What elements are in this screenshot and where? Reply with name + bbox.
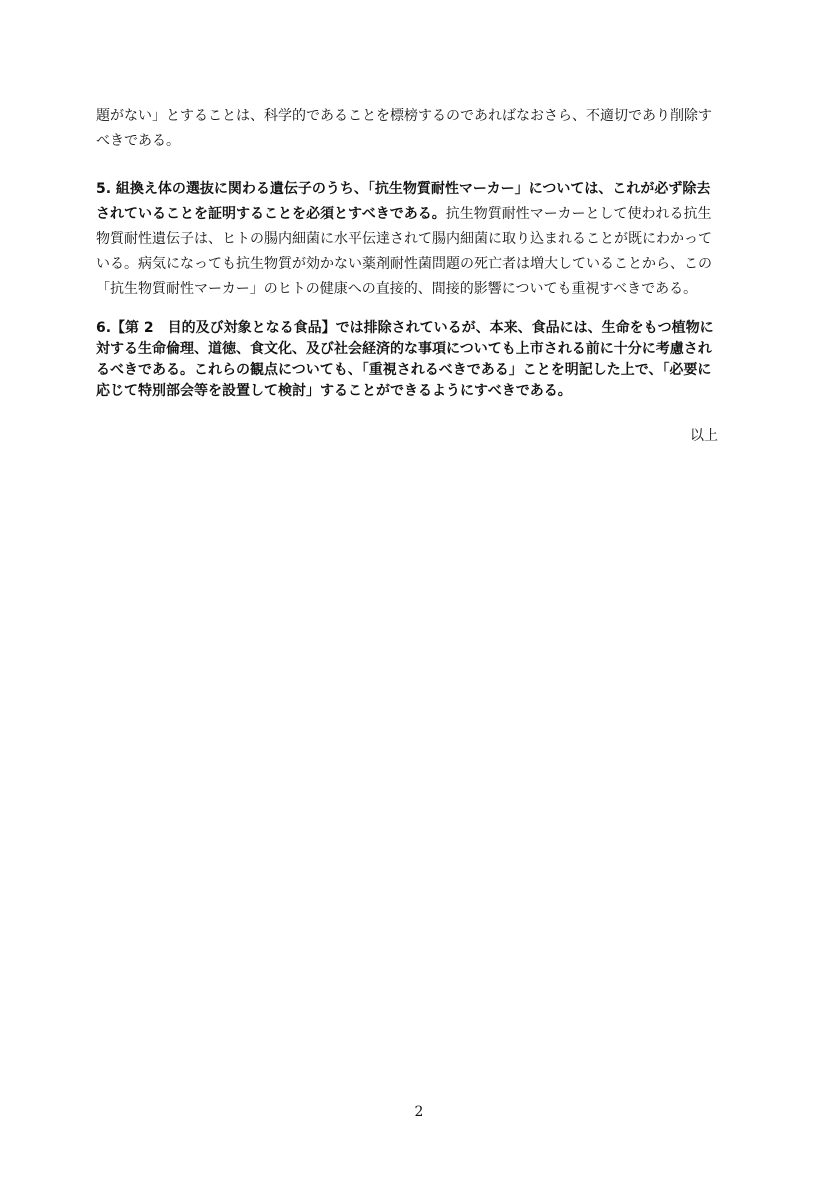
text-line-bold: 対する生命倫理、道徳、食文化、及び社会経済的な事項についても上市される前に十分に考慮され: [96, 341, 712, 357]
paragraph-continuation: [96, 104, 746, 154]
text-line: べきである。: [96, 133, 180, 149]
text-line: 物質耐性遺伝子は、ヒトの腸内細菌に水平伝達されて腸内細菌に取り込まれることが既にわかって: [96, 231, 712, 247]
page-number: 2: [414, 1104, 424, 1120]
bold-text: されていることを証明することを必須とすべきである。: [96, 206, 446, 222]
paragraph-6: [96, 318, 746, 402]
paragraph-5: [96, 177, 746, 302]
text-line-bold: 応じて特別部会等を設置して検討」することができるようにすべきである。: [96, 383, 572, 399]
closing-text: 以上: [690, 428, 718, 444]
text-line: 題がない」とすることは、科学的であることを標榜するのであればなおさら、不適切であり削除す: [96, 108, 712, 124]
text-line-mixed: [96, 202, 746, 227]
normal-text: 抗生物質耐性マーカーとして使われる抗生: [445, 206, 712, 222]
text-line: いる。病気になっても抗生物質が効かない薬剤耐性菌問題の死亡者は増大していることから、この: [96, 256, 712, 272]
text-line-bold: 6.【第 2 目的及び対象となる食品】では排除されているが、本来、食品には、生命をもつ植物に: [96, 320, 714, 336]
text-line-bold: 5. 組換え体の選抜に関わる遺伝子のうち、「抗生物質耐性マーカー」については、これが必ず除去: [96, 181, 711, 197]
text-line: 「抗生物質耐性マーカー」のヒトの健康への直接的、間接的影響についても重視すべきである。: [96, 281, 698, 297]
text-line-bold: るべきである。これらの観点についても、「重視されるべきである」ことを明記した上で、「必要に: [96, 362, 712, 378]
